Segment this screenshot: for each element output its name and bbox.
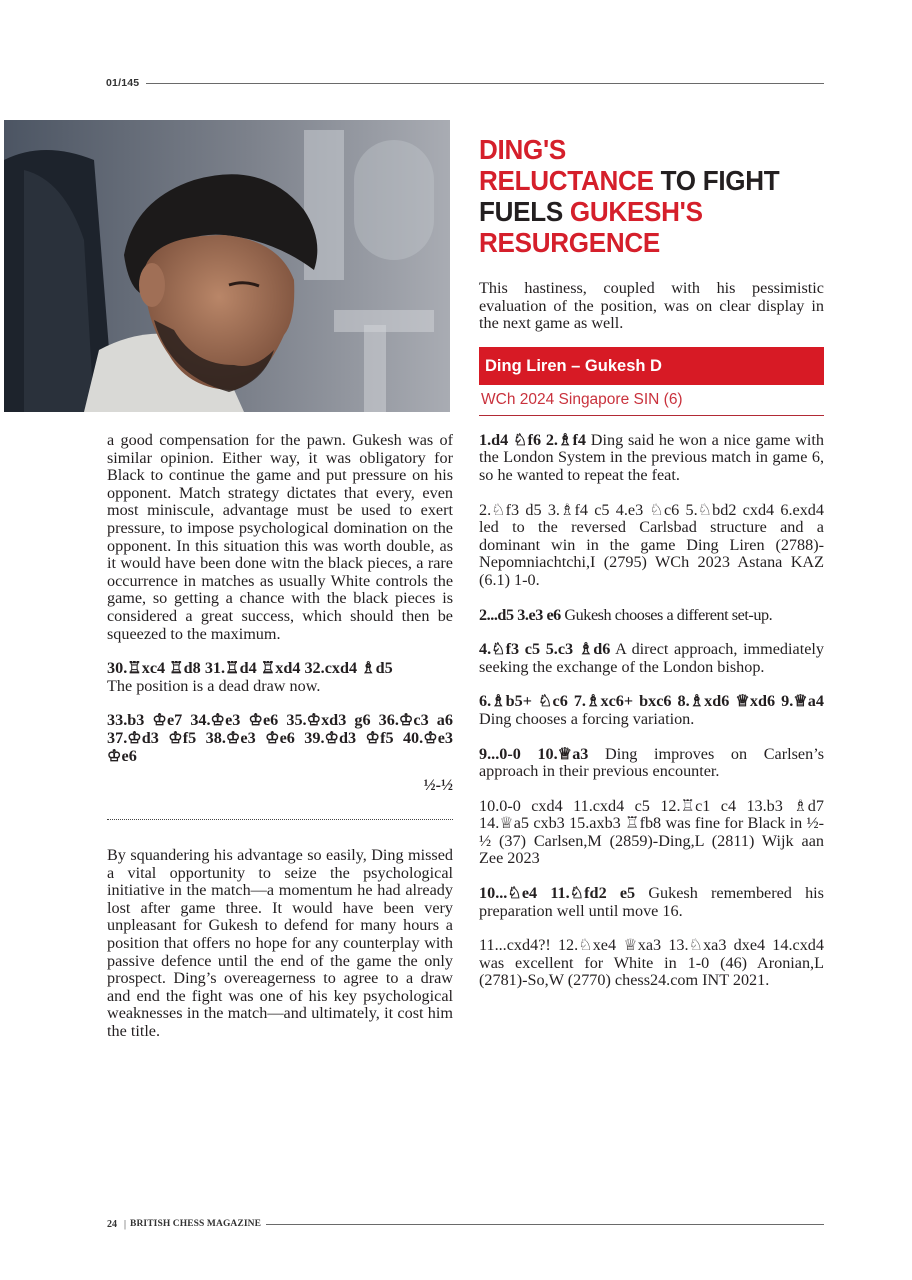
headline-part: DING'S bbox=[479, 134, 566, 165]
footer-page-number: 24 bbox=[107, 1218, 117, 1230]
annotation-7: 10.0-0 cxd4 11.cxd4 c5 12.♖c1 c4 13.b3 ♗d7 14.♕a5 cxb3 15.axb3 ♖fb8 was fine for Black in ½-½ (37) Carlsen,M (2859)-Ding,L (2811) Wijk aan Zee 2023 bbox=[479, 796, 824, 868]
moves-text: 4.♘f3 c5 5.c3 ♗d6 bbox=[479, 640, 611, 659]
headline-part: FUELS bbox=[479, 196, 563, 227]
moves-text: 33.b3 ♔e7 34.♔e3 ♔e6 35.♔xd3 g6 36.♔c3 a6 37.♔d3 ♔f5 38.♔e3 ♔e6 39.♔d3 ♔f5 40.♔e3 ♔e6 bbox=[107, 711, 453, 765]
intro-paragraph: This hastiness, coupled with his pessimistic evaluation of the position, was on clear display in the next game as well. bbox=[479, 279, 824, 333]
moves-text: 2...d5 3.e3 e6 bbox=[479, 605, 561, 624]
annotation-4 bbox=[479, 641, 824, 676]
moves-text: 6.♗b5+ ♘c6 7.♗xc6+ bxc6 8.♗xd6 ♕xd6 9.♕a4 bbox=[479, 692, 824, 711]
page-footer bbox=[107, 1217, 824, 1231]
right-column bbox=[479, 134, 824, 990]
moves-text: 10...♘e4 11.♘fd2 e5 bbox=[479, 884, 636, 903]
annotation-text: Ding said he won a nice game with the London System in the previous match in game 6, so he wanted to repeat the feat. bbox=[479, 430, 824, 484]
footer-separator: | bbox=[124, 1218, 127, 1230]
moves-text: 30.♖xc4 ♖d8 31.♖d4 ♖xd4 32.cxd4 ♗d5 bbox=[107, 659, 393, 678]
header-rule bbox=[146, 83, 824, 84]
headline-part: GUKESH'S bbox=[562, 196, 703, 227]
annotation-8 bbox=[479, 885, 824, 920]
portrait-image bbox=[4, 120, 450, 412]
left-paragraph-2: By squandering his advantage so easily, Ding missed a vital opportunity to seize the psychological initiative in the match—a momentum he had already lost after game three. It would have been very unpleasant for Gukesh to defend for many hours a position that offers no hope for any counterplay with passive defence until the end of the game the only prospect. Ding’s overeagerness to agree to a draw and end the fight was one of his key psychological weaknesses in the match—and ultimately, it cost him the title. bbox=[107, 846, 453, 1041]
game-players-banner: Ding Liren – Gukesh D bbox=[479, 347, 824, 385]
article-headline bbox=[479, 134, 800, 258]
left-paragraph-1: a good compensation for the pawn. Gukesh was of similar opinion. Either way, it was obligatory for Black to continue the game and put pressure on his opponent. Match strategy dictates that every, even most miniscule, advantage must be used to exert pressure, to impose psychological domination on the opponent. In this situation this was worth double, as it would have been done witn the black pieces, a rare occurrence in matches as usually White controls the game, so getting a chance with the black pieces is considered a great success, which should then be squeezed to the maximum. bbox=[107, 431, 453, 643]
annotation-9: 11...cxd4?! 12.♘xe4 ♕xa3 13.♘xa3 dxe4 14.cxd4 was excellent for White in 1-0 (46) Aronian,L (2781)-So,W (2770) chess24.com INT 2021. bbox=[479, 936, 824, 990]
annotation-5 bbox=[479, 693, 824, 728]
annotation-text: Gukesh remembered his preparation well until move 16. bbox=[479, 884, 824, 920]
moves-text: 1.d4 ♘f6 2.♗f4 bbox=[479, 430, 586, 449]
moves-30-32 bbox=[107, 660, 453, 695]
footer-rule bbox=[266, 1224, 824, 1225]
headline-part: RELUCTANCE bbox=[479, 165, 654, 196]
annotation-2: 2.♘f3 d5 3.♗f4 c5 4.e3 ♘c6 5.♘bd2 cxd4 6.exd4 led to the reversed Carlsbad structure and a dominant win in the game Ding Liren (2788)-Nepomniachtchi,I (2795) WCh 2023 Astana KAZ (6.1) 1-0. bbox=[479, 500, 824, 589]
headline-part: TO FIGHT bbox=[653, 165, 780, 196]
moves-comment: The position is a dead draw now. bbox=[107, 676, 321, 695]
annotation-3 bbox=[479, 607, 824, 625]
left-column bbox=[107, 432, 453, 1041]
moves-text: 9...0-0 10.♕a3 bbox=[479, 744, 589, 763]
annotation-text: Ding improves on Carlsen’s approach in their previous encounter. bbox=[479, 744, 824, 781]
footer-magazine-name: BRITISH CHESS MAGAZINE bbox=[130, 1219, 262, 1229]
game-result: ½-½ bbox=[423, 777, 453, 795]
annotation-6 bbox=[479, 746, 824, 781]
article-photo bbox=[4, 120, 450, 412]
headline-part: RESURGENCE bbox=[479, 227, 660, 258]
page-header bbox=[106, 76, 824, 90]
annotation-1 bbox=[479, 432, 824, 485]
annotation-text: Gukesh chooses a different set-up. bbox=[560, 605, 773, 624]
moves-33-40 bbox=[107, 712, 453, 765]
annotation-text: A direct approach, immediately seeking the exchange of the London bishop. bbox=[479, 640, 824, 676]
annotation-text: Ding chooses a forcing variation. bbox=[479, 709, 695, 728]
page-counter: 01/145 bbox=[106, 77, 140, 89]
game-event-line: WCh 2024 Singapore SIN (6) bbox=[479, 385, 824, 416]
